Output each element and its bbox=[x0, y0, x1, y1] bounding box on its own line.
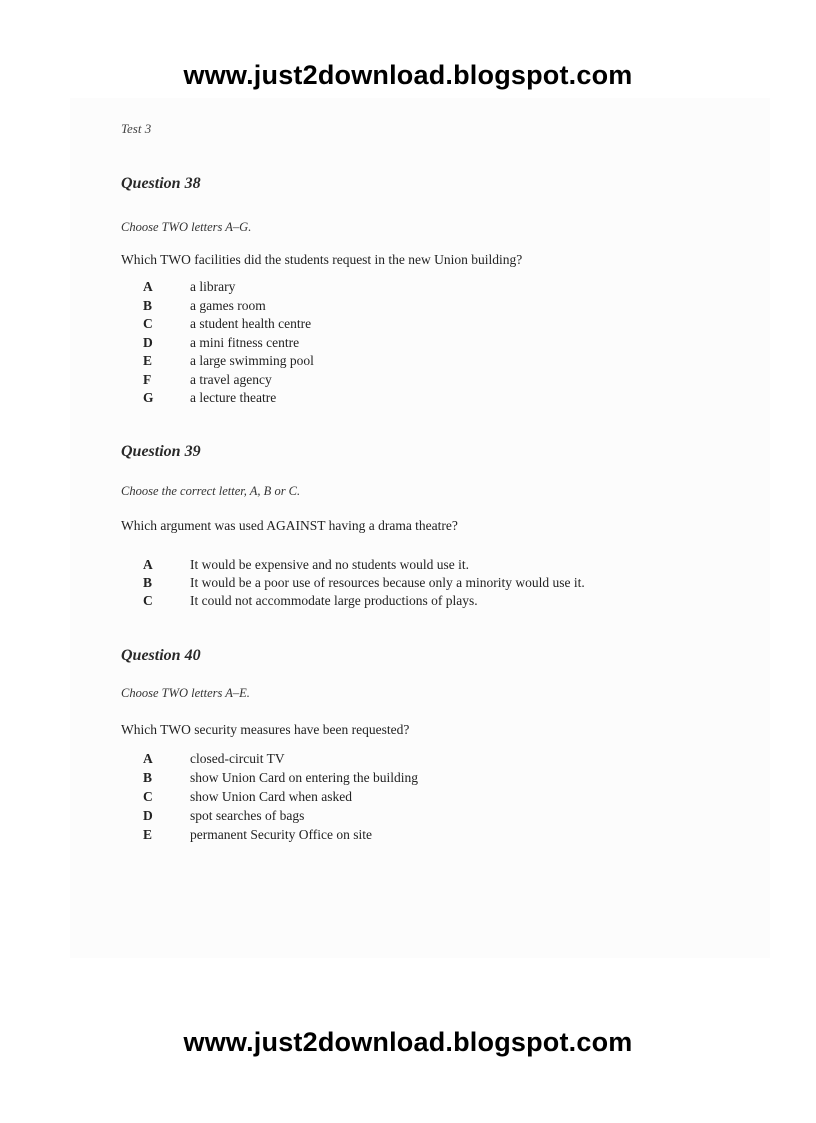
question-40-text: Which TWO security measures have been requested? bbox=[121, 722, 410, 737]
watermark-bottom: www.just2download.blogspot.com bbox=[183, 1027, 633, 1057]
option-text: a student health centre bbox=[190, 316, 312, 331]
watermark-top: www.just2download.blogspot.com bbox=[183, 60, 633, 90]
option-a bbox=[143, 749, 418, 768]
option-text: It would be expensive and no students would use it. bbox=[190, 557, 469, 572]
option-letter: A bbox=[143, 279, 153, 294]
option-text: closed-circuit TV bbox=[190, 751, 285, 766]
option-letter: E bbox=[143, 353, 153, 368]
option-text: spot searches of bags bbox=[190, 808, 305, 823]
option-text: a library bbox=[190, 279, 236, 294]
question-39-title: Question 39 bbox=[121, 443, 201, 460]
option-text: show Union Card on entering the building bbox=[190, 770, 418, 785]
option-letter: D bbox=[143, 808, 153, 823]
option-c bbox=[143, 787, 418, 806]
option-letter: A bbox=[143, 557, 153, 572]
option-letter: C bbox=[143, 316, 153, 331]
question-38-title: Question 38 bbox=[121, 175, 201, 192]
option-text: a large swimming pool bbox=[190, 353, 314, 368]
option-letter: B bbox=[143, 575, 153, 590]
option-text: a travel agency bbox=[190, 371, 272, 387]
option-letter: A bbox=[143, 751, 153, 766]
option-letter: C bbox=[143, 789, 153, 804]
option-letter: B bbox=[143, 770, 153, 785]
option-letter: E bbox=[143, 827, 153, 842]
option-letter: B bbox=[143, 297, 153, 313]
option-b bbox=[143, 297, 314, 316]
question-40-options bbox=[143, 749, 418, 844]
option-d bbox=[143, 334, 314, 353]
option-b bbox=[143, 574, 585, 592]
question-38-instruction: Choose TWO letters A–G. bbox=[121, 220, 252, 234]
option-letter: C bbox=[143, 593, 153, 608]
question-39-text: Which argument was used AGAINST having a drama theatre? bbox=[121, 518, 458, 533]
option-e bbox=[143, 825, 418, 844]
question-40-title: Question 40 bbox=[121, 647, 201, 664]
option-text: show Union Card when asked bbox=[190, 789, 352, 804]
option-text: a mini fitness centre bbox=[190, 334, 300, 350]
question-38-options bbox=[143, 278, 314, 408]
option-a bbox=[143, 556, 585, 574]
option-text: It would be a poor use of resources because only a minority would use it. bbox=[190, 575, 585, 590]
option-letter: F bbox=[143, 371, 152, 387]
question-39-options bbox=[143, 556, 585, 610]
option-text: a lecture theatre bbox=[190, 390, 277, 405]
test-label: Test 3 bbox=[121, 121, 152, 136]
option-c bbox=[143, 315, 314, 334]
option-text: It could not accommodate large productions of plays. bbox=[190, 593, 478, 608]
option-text: a games room bbox=[190, 297, 266, 313]
option-d bbox=[143, 806, 418, 825]
question-39-instruction: Choose the correct letter, A, B or C. bbox=[121, 484, 301, 498]
option-c bbox=[143, 592, 585, 610]
option-text: permanent Security Office on site bbox=[190, 827, 372, 842]
option-letter: G bbox=[143, 390, 154, 405]
option-g bbox=[143, 389, 314, 408]
option-a bbox=[143, 278, 314, 297]
question-40-instruction: Choose TWO letters A–E. bbox=[121, 686, 250, 700]
option-letter: D bbox=[143, 334, 153, 350]
option-e bbox=[143, 352, 314, 371]
option-b bbox=[143, 768, 418, 787]
option-f bbox=[143, 371, 314, 390]
question-38-text: Which TWO facilities did the students request in the new Union building? bbox=[121, 252, 523, 267]
